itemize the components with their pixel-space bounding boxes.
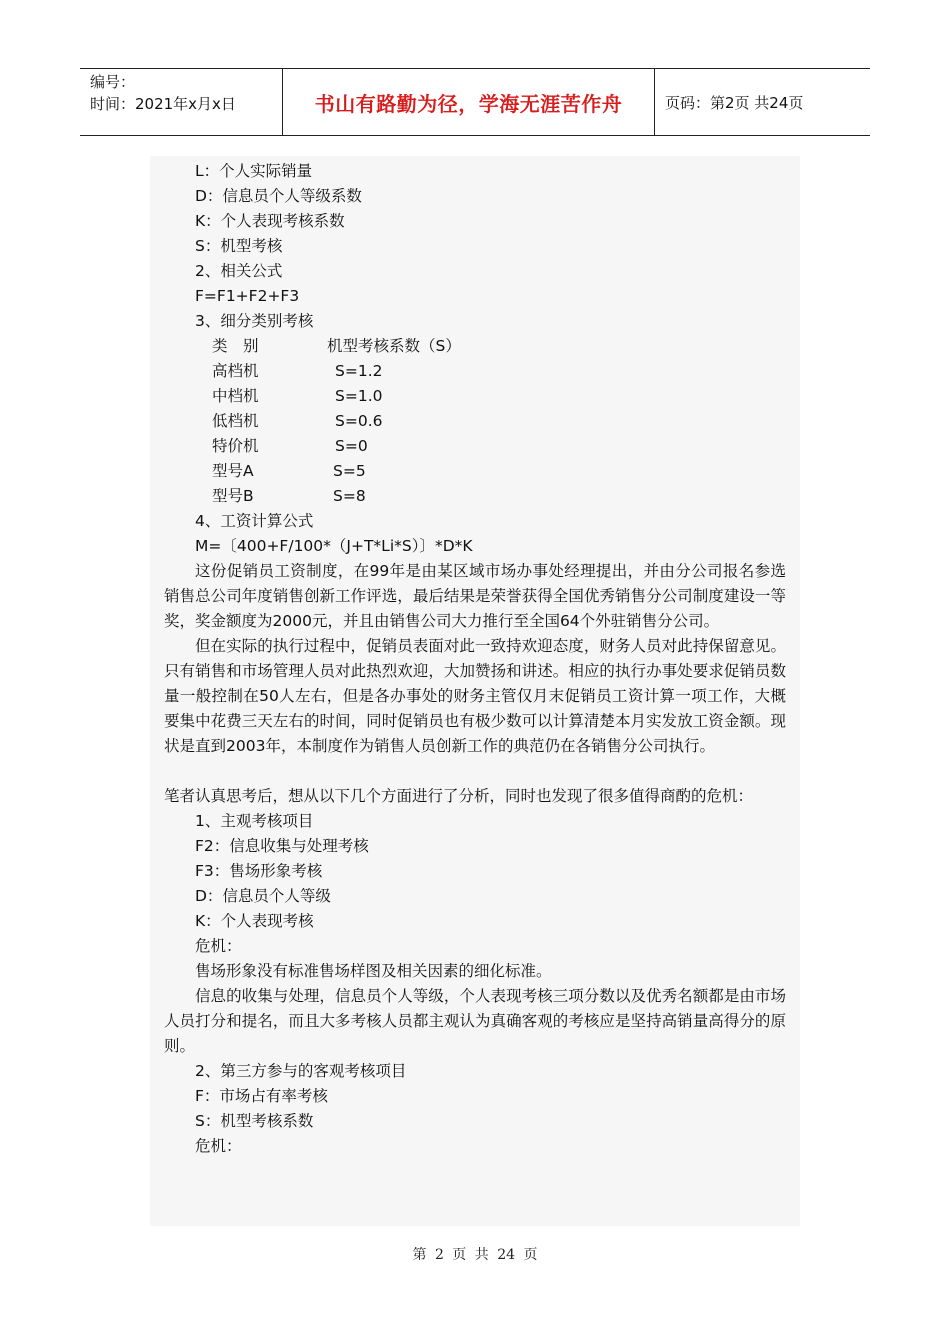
header-motto: 书山有路勤为径，学海无涯苦作舟 [314, 91, 623, 116]
header-meta [80, 69, 283, 135]
list-item: S：机型考核系数 [195, 1112, 314, 1130]
table-cell-value: S=1.2 [335, 362, 383, 380]
document-body [150, 156, 800, 1226]
table-row [164, 434, 786, 459]
section-title: 4、工资计算公式 [195, 512, 314, 530]
paragraph: 这份促销员工资制度，在99年是由某区域市场办事处经理提出，并由分公司报名参选销售总公司年度销售创新工作评选，最后结果是荣誉获得全国优秀销售分公司制度建设一等奖，奖金额度为2000元，并且由销售公司大力推行至全国64个外驻销售分公司。 [164, 562, 786, 630]
header-page-label: 页码：第2页 共24页 [665, 93, 804, 112]
list-item: F：市场占有率考核 [195, 1087, 328, 1105]
paragraph: 信息的收集与处理，信息员个人等级，个人表现考核三项分数以及优秀名额都是由市场人员打分和提名，而且大多考核人员都主观认为真确客观的考核应是坚持高销量高得分的原则。 [164, 987, 786, 1055]
spacer [164, 759, 786, 784]
header-page-cell [655, 69, 870, 135]
table-cell-category: 型号A [212, 462, 254, 480]
table-row [164, 409, 786, 434]
crisis-label: 危机： [195, 937, 242, 955]
formula-line: F=F1+F2+F3 [195, 287, 300, 305]
paragraph: 笔者认真思考后，想从以下几个方面进行了分析，同时也发现了很多值得商酌的危机： [164, 787, 754, 805]
coefficient-table-header [164, 334, 786, 359]
list-item: F3：售场形象考核 [195, 862, 323, 880]
section-title: 3、细分类别考核 [195, 312, 314, 330]
table-cell-value: S=5 [333, 462, 366, 480]
page-header [80, 68, 870, 136]
formula-line: M=〔400+F/100*（J+T*Li*S）〕*D*K [195, 537, 473, 555]
table-cell-category: 高档机 [212, 362, 259, 380]
paragraph: 售场形象没有标准售场样图及相关因素的细化标准。 [195, 962, 552, 980]
definition-line: K：个人表现考核系数 [195, 212, 345, 230]
table-cell-value: S=0 [335, 437, 368, 455]
list-item: K：个人表现考核 [195, 912, 314, 930]
table-cell-category: 中档机 [212, 387, 259, 405]
table-cell-category: 特价机 [212, 437, 259, 455]
list-item: D：信息员个人等级 [195, 887, 331, 905]
table-header-cell: 机型考核系数（S） [327, 337, 461, 355]
section-title: 2、相关公式 [195, 262, 283, 280]
table-header-cell: 类 别 [212, 337, 259, 355]
table-cell-category: 低档机 [212, 412, 259, 430]
header-time-label: 时间：2021年x月x日 [90, 95, 236, 113]
table-row [164, 459, 786, 484]
definition-line: L：个人实际销量 [195, 162, 313, 180]
table-row [164, 484, 786, 509]
section-title: 2、第三方参与的客观考核项目 [195, 1062, 407, 1080]
table-cell-category: 型号B [212, 487, 254, 505]
table-cell-value: S=0.6 [335, 412, 383, 430]
definition-line: S：机型考核 [195, 237, 283, 255]
table-cell-value: S=8 [333, 487, 366, 505]
paragraph: 但在实际的执行过程中，促销员表面对此一致持欢迎态度，财务人员对此持保留意见。只有销售和市场管理人员对此热烈欢迎，大加赞扬和讲述。相应的执行办事处要求促销员数量一般控制在50人左右，但是各办事处的财务主管仅月末促销员工资计算一项工作，大概要集中花费三天左右的时间，同时促销员也有极少数可以计算清楚本月实发放工资金额。现状是直到2003年，本制度作为销售人员创新工作的典范仍在各销售分公司执行。 [164, 637, 786, 755]
page-footer: 第 2 页 共 24 页 [412, 1247, 538, 1263]
list-item: F2：信息收集与处理考核 [195, 837, 369, 855]
table-row [164, 384, 786, 409]
crisis-label: 危机： [195, 1137, 242, 1155]
table-row [164, 359, 786, 384]
section-title: 1、主观考核项目 [195, 812, 314, 830]
definition-line: D：信息员个人等级系数 [195, 187, 362, 205]
header-number-label: 编号： [90, 73, 136, 91]
table-cell-value: S=1.0 [335, 387, 383, 405]
header-motto-cell [283, 69, 655, 135]
